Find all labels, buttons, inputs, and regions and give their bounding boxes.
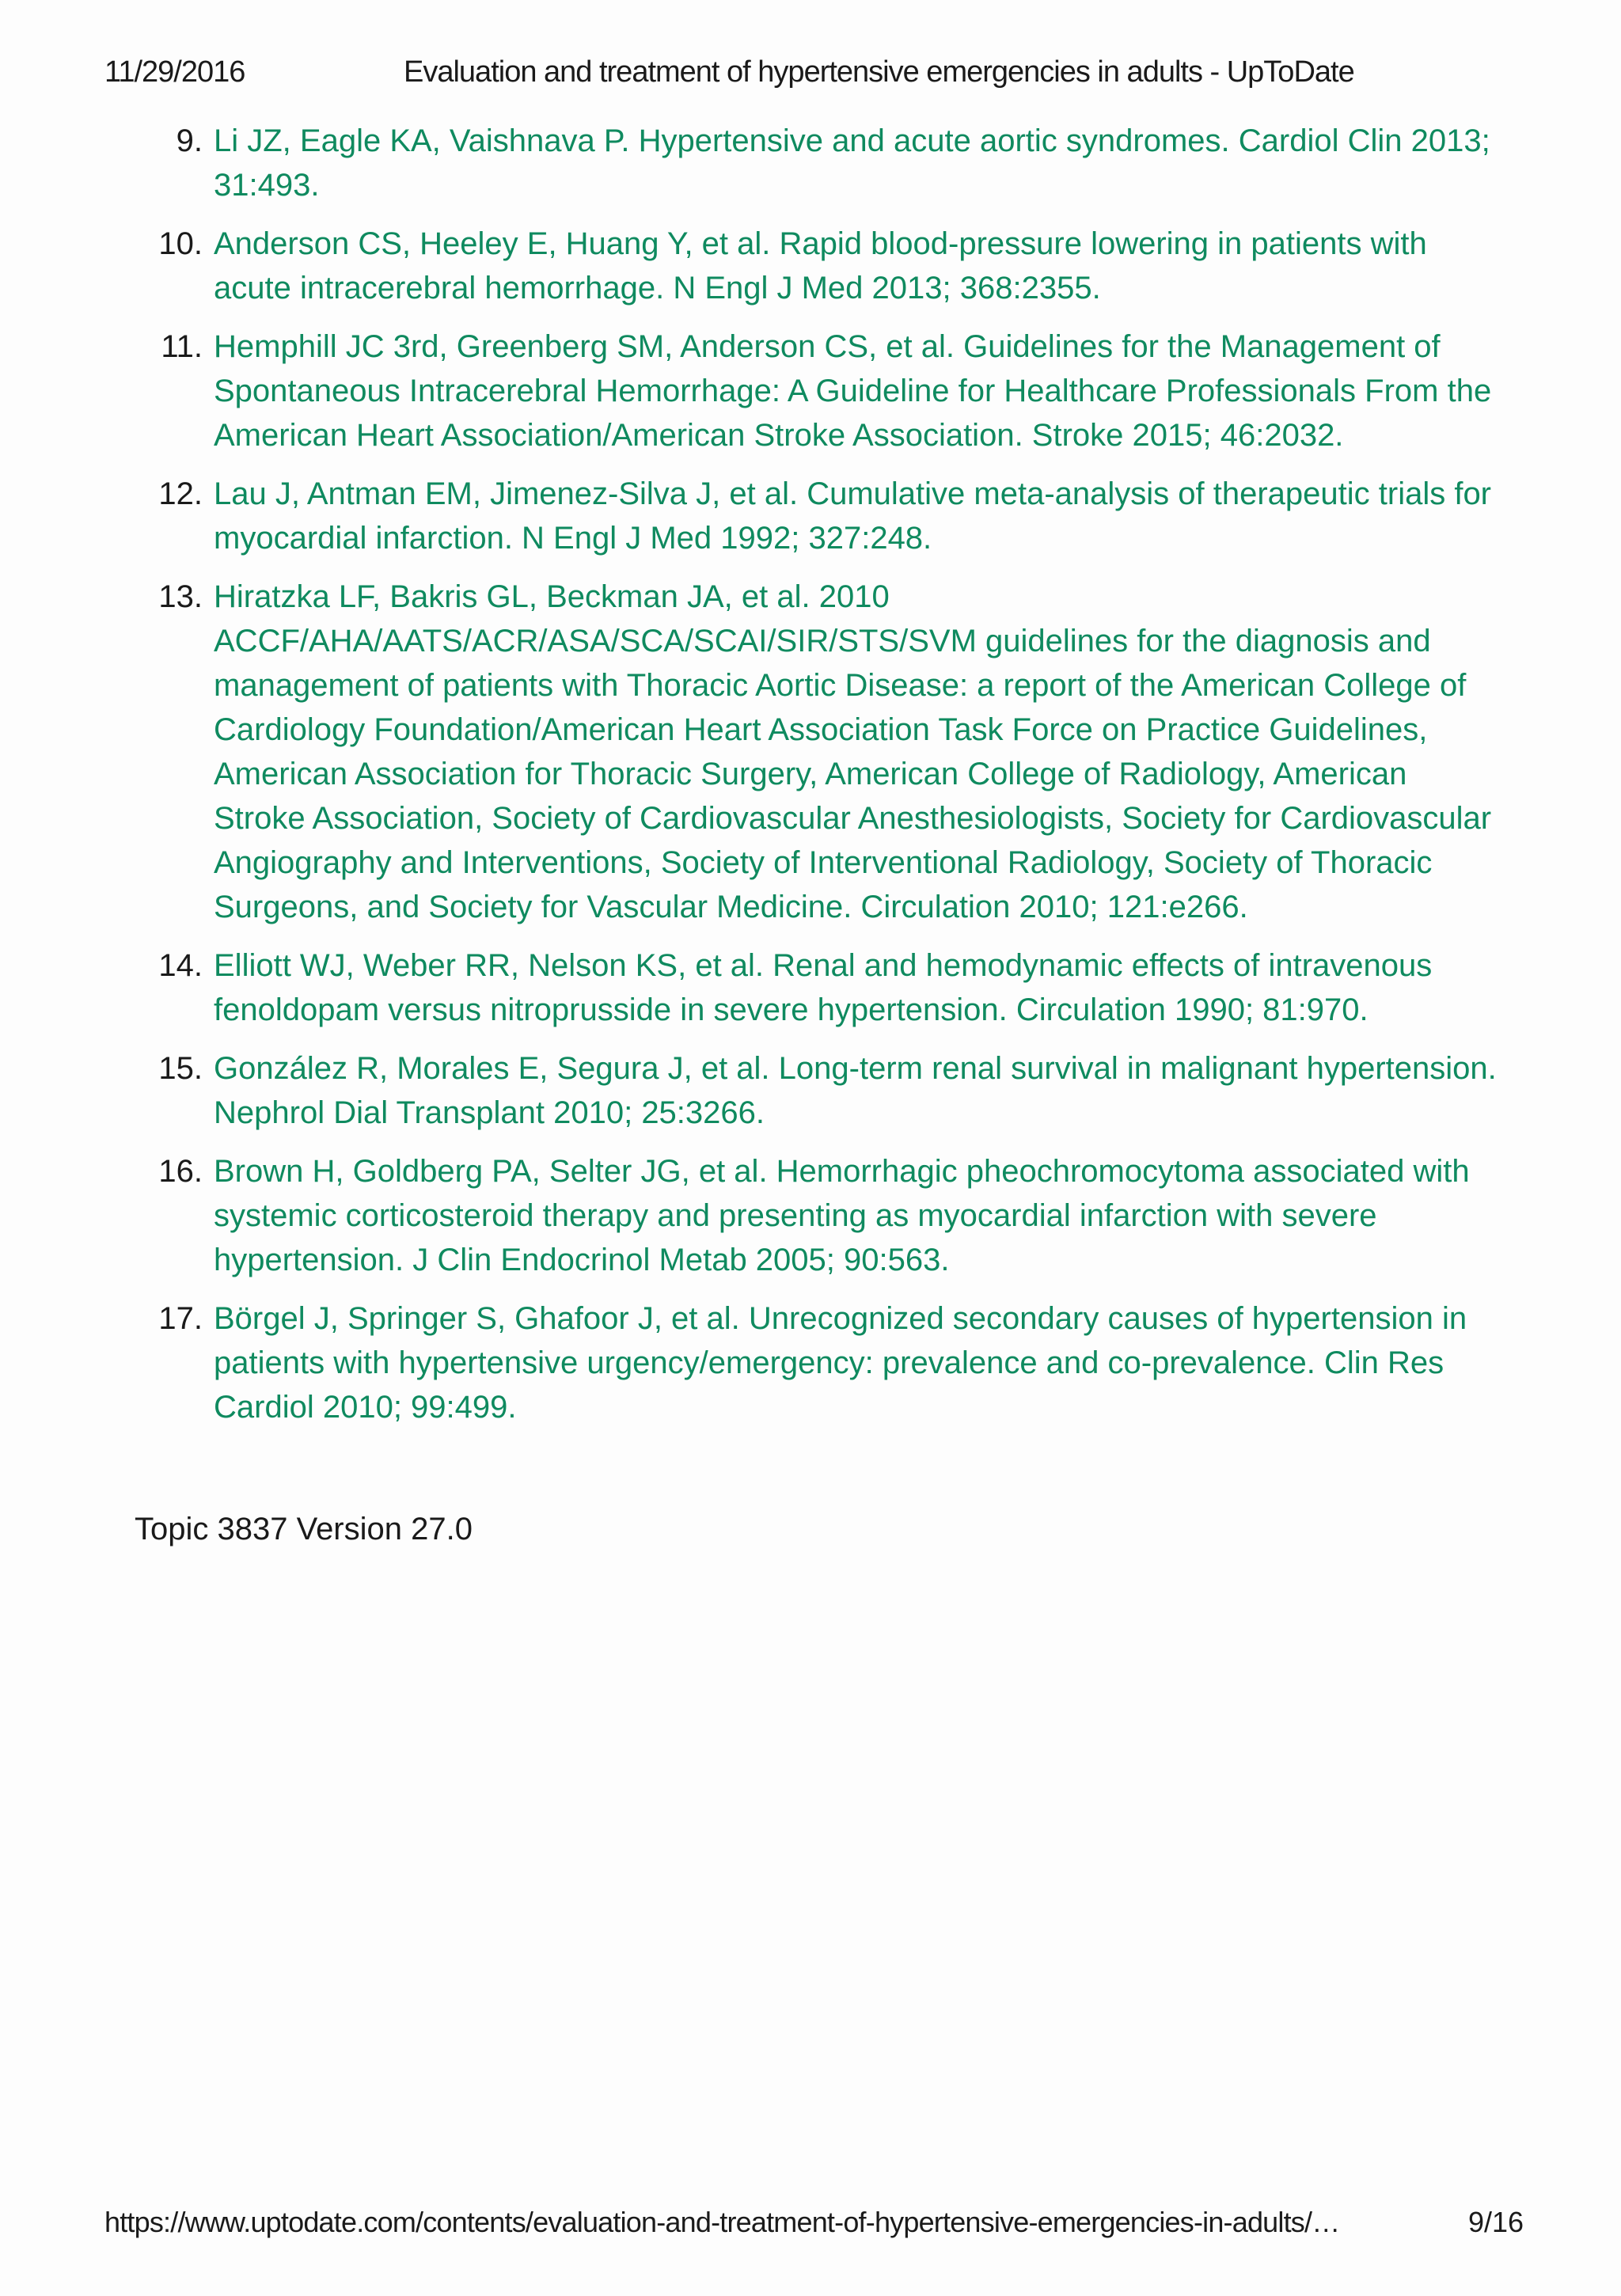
reference-number: 14. [158,948,203,983]
reference-link[interactable]: Hemphill JC 3rd, Greenberg SM, Anderson CS, et al. Guidelines for the Management of Spontaneous Intracerebral Hemorrhage: A Guideline for Healthcare Professionals From the American Heart Association/American Stroke Association. Stroke 2015; 46:2032. [214,329,1492,453]
reference-item-12 [158,472,1504,560]
reference-item-9 [158,119,1504,207]
reference-link[interactable]: Lau J, Antman EM, Jimenez-Silva J, et al. Cumulative meta-analysis of therapeutic trials for myocardial infarction. N Engl J Med 1992; 327:248. [214,476,1492,556]
reference-item-11 [158,324,1504,457]
reference-number: 9. [176,123,203,158]
reference-number: 12. [158,476,203,511]
reference-link[interactable]: Anderson CS, Heeley E, Huang Y, et al. Rapid blood-pressure lowering in patients with acute intracerebral hemorrhage. N Engl J Med 2013; 368:2355. [214,226,1427,306]
reference-link[interactable]: Hiratzka LF, Bakris GL, Beckman JA, et al. 2010 ACCF/AHA/AATS/ACR/ASA/SCA/SCAI/SIR/STS/SVM guidelines for the diagnosis and management of patients with Thoracic Aortic Disease: a report of the American College of Cardiology Foundation/American Heart Association Task Force on Practice Guidelines, American Association for Thoracic Surgery, American College of Radiology, American Stroke Association, Society of Cardiovascular Anesthesiologists, Society for Cardiovascular Angiography and Interventions, Society of Interventional Radiology, Society of Thoracic Surgeons, and Society for Vascular Medicine. Circulation 2010; 121:e266. [214,579,1492,924]
reference-number: 16. [158,1154,203,1189]
reference-list [158,119,1504,1444]
reference-link[interactable]: Elliott WJ, Weber RR, Nelson KS, et al. Renal and hemodynamic effects of intravenous fenoldopam versus nitroprusside in severe hypertension. Circulation 1990; 81:970. [214,948,1433,1027]
reference-number: 17. [158,1301,203,1336]
reference-item-10 [158,222,1504,310]
reference-item-14 [158,943,1504,1032]
reference-link[interactable]: Brown H, Goldberg PA, Selter JG, et al. Hemorrhagic pheochromocytoma associated with systemic corticosteroid therapy and presenting as myocardial infarction with severe hypertension. J Clin Endocrinol Metab 2005; 90:563. [214,1154,1470,1277]
reference-link[interactable]: Li JZ, Eagle KA, Vaishnava P. Hypertensive and acute aortic syndromes. Cardiol Clin 2013; 31:493. [214,123,1490,203]
print-date: 11/29/2016 [104,55,245,89]
reference-item-13 [158,575,1504,929]
page-number: 9/16 [1468,2206,1524,2238]
reference-link[interactable]: González R, Morales E, Segura J, et al. Long-term renal survival in malignant hypertension. Nephrol Dial Transplant 2010; 25:3266. [214,1051,1497,1130]
reference-number: 15. [158,1051,203,1086]
footer-url: https://www.uptodate.com/contents/evaluation-and-treatment-of-hypertensive-emergencies-in-adults/… [104,2206,1340,2238]
reference-item-17 [158,1296,1504,1429]
reference-item-16 [158,1149,1504,1282]
reference-number: 11. [161,329,203,364]
topic-version: Topic 3837 Version 27.0 [135,1512,473,1546]
reference-number: 13. [158,579,203,614]
reference-item-15 [158,1046,1504,1135]
page-title: Evaluation and treatment of hypertensive emergencies in adults - UpToDate [404,55,1354,89]
reference-number: 10. [158,226,203,261]
reference-link[interactable]: Börgel J, Springer S, Ghafoor J, et al. Unrecognized secondary causes of hypertension in patients with hypertensive urgency/emergency: prevalence and co-prevalence. Clin Res Cardiol 2010; 99:499. [214,1301,1467,1425]
